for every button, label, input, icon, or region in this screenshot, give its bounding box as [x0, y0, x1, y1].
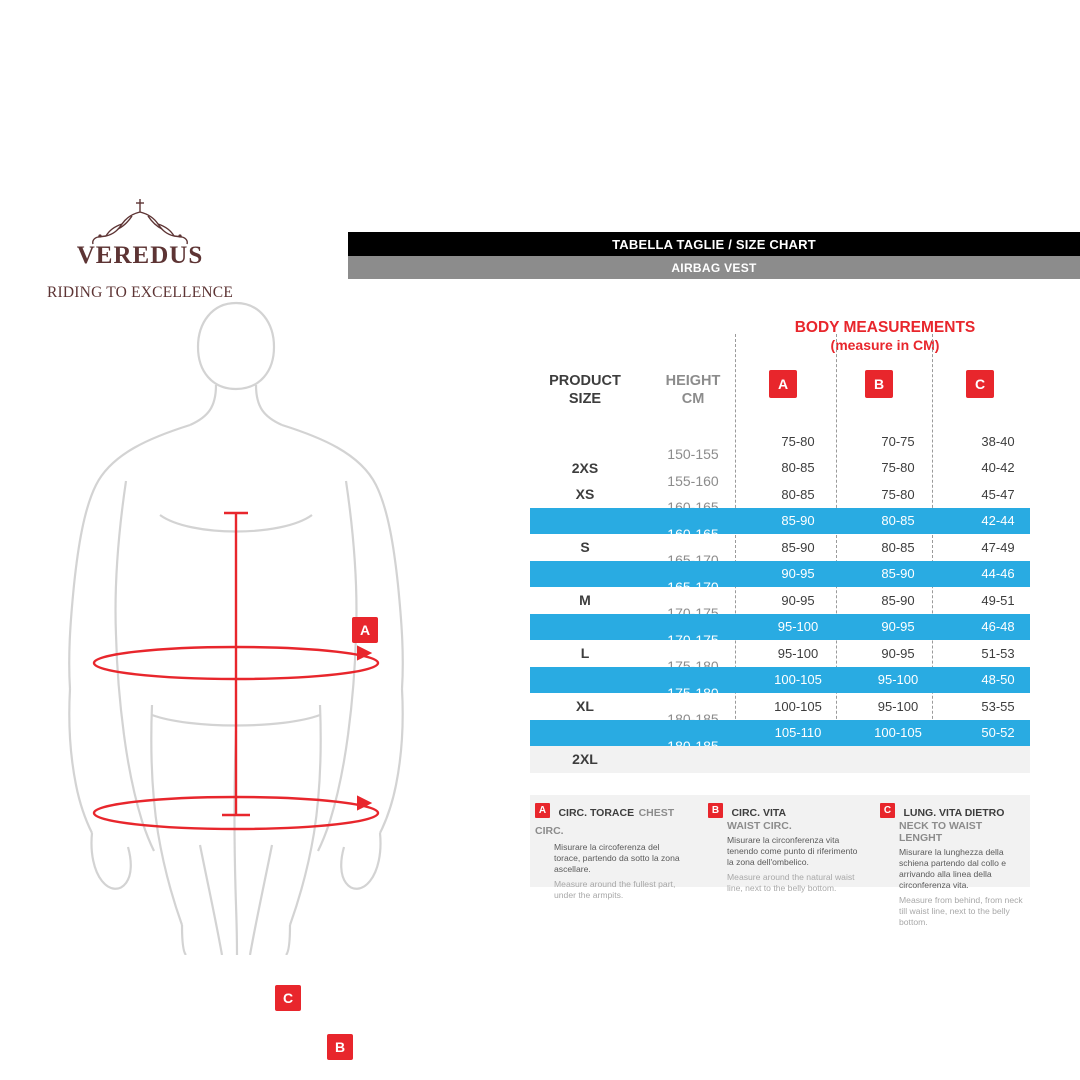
brand-tagline: RIDING TO EXCELLENCE — [47, 284, 233, 301]
table-row: 2XS 155-160 80-85 75-80 40-42 — [571, 459, 1015, 489]
table-row: 175-180 100-105 95-100 48-50 — [530, 667, 1030, 694]
header-height: HEIGHT CM — [665, 373, 721, 408]
two-horses-crest-icon — [30, 196, 250, 248]
body-measurements-title: BODY MEASUREMENTS — [794, 319, 976, 336]
note-c-title-en: NECK TO WAIST LENGHT — [899, 820, 983, 844]
table-row: 170-175 95-100 90-95 46-48 — [530, 614, 1030, 641]
table-row: XL 100-105 95-100 53-55 — [576, 698, 1015, 715]
note-b-desc-en: Measure around the natural waist line, next to the belly bottom. — [727, 872, 855, 893]
header-product-size: PRODUCT SIZE — [549, 373, 621, 408]
note-c-desc-it: Misurare la lunghezza della schiena partendo dal collo e arrivando alla linea della circonferenza vita. — [899, 847, 1007, 890]
table-row: L 95-100 90-95 51-53 — [580, 645, 1015, 662]
note-a-desc-it: Misurare la circoferenza del torace, partendo da sotto la zona ascellare. — [554, 842, 680, 874]
note-badge-b: B — [708, 803, 723, 818]
chart-title-bar: TABELLA TAGLIE / SIZE CHART — [348, 232, 1080, 256]
note-b-title-en: WAIST CIRC. — [727, 820, 792, 832]
figure-marker-c: C — [275, 985, 301, 1011]
size-chart-table — [530, 370, 1030, 773]
measurement-notes — [530, 795, 1030, 927]
note-b-title-it: CIRC. VITA — [731, 807, 787, 819]
note-c-title-it: LUNG. VITA DIETRO — [903, 807, 1005, 819]
note-b — [708, 803, 858, 894]
table-row: M 90-95 85-90 49-51 — [579, 592, 1015, 609]
figure-marker-a: A — [352, 617, 378, 643]
note-badge-a: A — [535, 803, 550, 818]
table-header-row — [530, 370, 1030, 428]
table-row: XS 80-85 75-80 45-47 — [575, 486, 1015, 503]
table-row: 160-165 85-90 80-85 42-44 — [530, 508, 1030, 535]
table-row: 2XL — [530, 746, 1030, 773]
table-row: S 85-90 80-85 47-49 — [580, 539, 1015, 556]
table-row: 150-155 75-80 70-75 38-40 — [667, 433, 1015, 463]
note-a-title-it: CIRC. TORACE — [558, 807, 635, 819]
note-c-desc-en: Measure from behind, from neck till waist line, next to the belly bottom. — [899, 895, 1023, 927]
header-badge-a: A — [769, 370, 797, 398]
figure-marker-b: B — [327, 1034, 353, 1060]
brand-name: VEREDUS — [76, 242, 204, 269]
note-a-title-en: CHEST CIRC. — [535, 807, 675, 837]
body-measurements-subtitle: (measure in CM) — [830, 337, 940, 354]
body-figure-illustration — [40, 285, 510, 1055]
header-badge-c: C — [966, 370, 994, 398]
note-a-desc-en: Measure around the fullest part, under the armpits. — [554, 879, 676, 900]
table-row: 165-170 90-95 85-90 44-46 — [530, 561, 1030, 588]
note-b-desc-it: Misurare la circonferenza vita tenendo come punto di riferimento la zona dell'ombelico. — [727, 835, 858, 867]
header-badge-b: B — [865, 370, 893, 398]
table-row: 105-110 100-105 50-52 — [530, 720, 1030, 747]
note-badge-c: C — [880, 803, 895, 818]
chart-subtitle-bar: AIRBAG VEST — [348, 256, 1080, 279]
note-c — [880, 803, 1028, 928]
note-a — [535, 803, 685, 901]
body-measurements-heading — [700, 318, 1070, 355]
